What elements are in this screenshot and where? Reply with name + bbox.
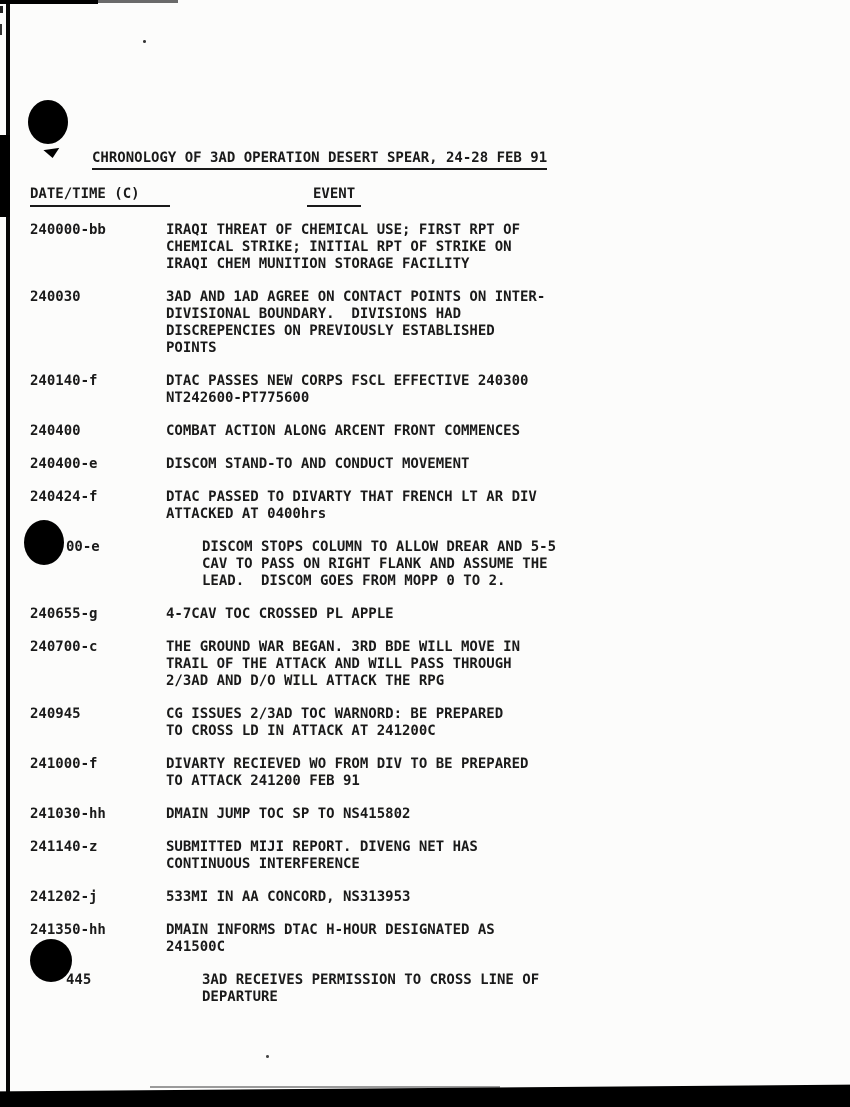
table-row bbox=[30, 806, 590, 823]
entry-datetime: 240400 bbox=[30, 423, 81, 439]
entry-datetime: 241202-j bbox=[30, 889, 98, 905]
entry-event: 3AD RECEIVES PERMISSION TO CROSS LINE OF DEPARTURE bbox=[202, 972, 540, 1005]
entry-datetime: 240700-c bbox=[30, 639, 98, 655]
hole-punch-top bbox=[28, 100, 68, 144]
table-row bbox=[30, 839, 590, 873]
title-row bbox=[92, 150, 590, 170]
entry-datetime: 240000-bb bbox=[30, 222, 106, 238]
table-row bbox=[30, 289, 590, 357]
page-title: CHRONOLOGY OF 3AD OPERATION DESERT SPEAR, 24-28 FEB 91 bbox=[92, 150, 547, 170]
scan-edge-bottom-bar bbox=[0, 1085, 850, 1107]
entry-datetime: 240140-f bbox=[30, 373, 98, 389]
entry-event: DTAC PASSES NEW CORPS FSCL EFFECTIVE 240300 NT242600-PT775600 bbox=[166, 373, 529, 406]
scan-speck bbox=[143, 40, 146, 43]
table-row bbox=[30, 606, 590, 623]
entry-datetime: 241000-f bbox=[30, 756, 98, 772]
entry-datetime: 240655-g bbox=[30, 606, 98, 622]
table-row bbox=[30, 639, 590, 690]
entry-event: DTAC PASSED TO DIVARTY THAT FRENCH LT AR DIV ATTACKED AT 0400hrs bbox=[166, 489, 537, 522]
entry-datetime: 240400-e bbox=[30, 456, 98, 472]
scan-edge-left-mark bbox=[0, 6, 3, 13]
entry-datetime: 240945 bbox=[30, 706, 81, 722]
entry-event: 4-7CAV TOC CROSSED PL APPLE bbox=[166, 606, 394, 622]
document-content bbox=[30, 150, 590, 1022]
table-row bbox=[30, 489, 590, 523]
entry-event: DISCOM STAND-TO AND CONDUCT MOVEMENT bbox=[166, 456, 470, 472]
entry-datetime: 00-e bbox=[66, 539, 100, 555]
entry-event: 533MI IN AA CONCORD, NS313953 bbox=[166, 889, 411, 905]
entry-datetime: 241350-hh bbox=[30, 922, 106, 938]
entry-event: IRAQI THREAT OF CHEMICAL USE; FIRST RPT OF CHEMICAL STRIKE; INITIAL RPT OF STRIKE ON IRAQI CHEM MUNITION STORAGE FACILITY bbox=[166, 222, 521, 272]
scan-edge-top-line bbox=[0, 0, 98, 4]
table-row bbox=[30, 972, 590, 1006]
entry-event: COMBAT ACTION ALONG ARCENT FRONT COMMENCES bbox=[166, 423, 521, 439]
table-row bbox=[30, 539, 590, 590]
entry-datetime: 241030-hh bbox=[30, 806, 106, 822]
entry-event: SUBMITTED MIJI REPORT. DIVENG NET HAS CONTINUOUS INTERFERENCE bbox=[166, 839, 478, 872]
entry-event: CG ISSUES 2/3AD TOC WARNORD: BE PREPARED TO CROSS LD IN ATTACK AT 241200C bbox=[166, 706, 504, 739]
scan-edge-left-blotch bbox=[0, 135, 10, 217]
entry-datetime: 240424-f bbox=[30, 489, 98, 505]
table-row bbox=[30, 456, 590, 473]
table-row bbox=[30, 222, 590, 273]
table-row bbox=[30, 756, 590, 790]
scan-edge-left-mark bbox=[0, 24, 2, 35]
entry-event: DMAIN INFORMS DTAC H-HOUR DESIGNATED AS 241500C bbox=[166, 922, 495, 955]
chronology-entries bbox=[30, 222, 590, 1006]
hole-punch-middle bbox=[24, 520, 64, 565]
entry-datetime: 445 bbox=[66, 972, 92, 988]
entry-event: DISCOM STOPS COLUMN TO ALLOW DREAR AND 5-5 CAV TO PASS ON RIGHT FLANK AND ASSUME THE LEAD. DISCOM GOES FROM MOPP 0 TO 2. bbox=[202, 539, 557, 589]
table-row bbox=[30, 373, 590, 407]
entry-datetime: 241140-z bbox=[30, 839, 98, 855]
entry-event: DMAIN JUMP TOC SP TO NS415802 bbox=[166, 806, 411, 822]
scan-speck bbox=[266, 1055, 269, 1058]
hole-punch-bottom bbox=[30, 939, 72, 982]
column-header-event: EVENT bbox=[307, 186, 361, 207]
scan-edge-top-line-faded bbox=[98, 0, 178, 3]
entry-datetime: 240030 bbox=[30, 289, 81, 305]
table-row bbox=[30, 706, 590, 740]
entry-event: DIVARTY RECIEVED WO FROM DIV TO BE PREPARED TO ATTACK 241200 FEB 91 bbox=[166, 756, 529, 789]
table-header bbox=[30, 186, 590, 207]
table-row bbox=[30, 922, 590, 956]
entry-event: 3AD AND 1AD AGREE ON CONTACT POINTS ON INTER- DIVISIONAL BOUNDARY. DIVISIONS HAD DISCREPENCIES ON PREVIOUSLY ESTABLISHED POINTS bbox=[166, 289, 546, 356]
table-row bbox=[30, 889, 590, 906]
table-row bbox=[30, 423, 590, 440]
entry-event: THE GROUND WAR BEGAN. 3RD BDE WILL MOVE IN TRAIL OF THE ATTACK AND WILL PASS THROUGH 2/3AD AND D/O WILL ATTACK THE RPG bbox=[166, 639, 521, 689]
column-header-datetime: DATE/TIME (C) bbox=[30, 186, 170, 207]
